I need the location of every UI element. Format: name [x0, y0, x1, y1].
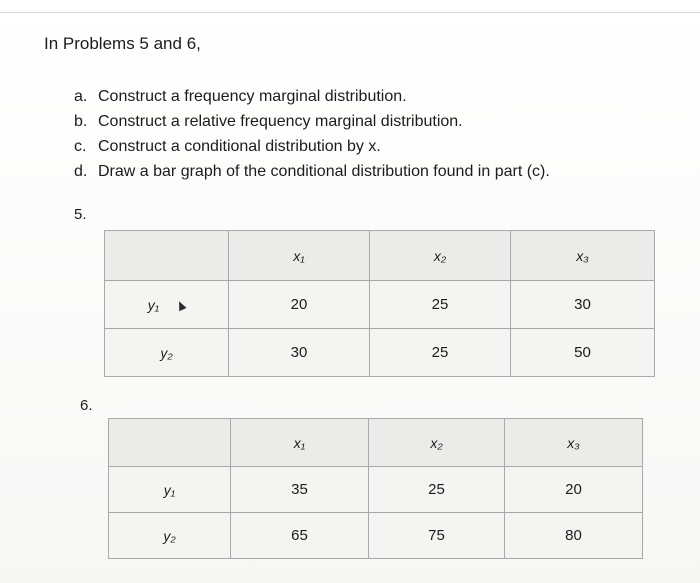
mouse-cursor-icon — [176, 300, 187, 312]
instruction-item — [74, 84, 550, 109]
row-header: y₂ — [105, 329, 229, 377]
instruction-item — [74, 134, 550, 159]
problem-5-table — [104, 230, 655, 377]
table-cell: 20 — [229, 281, 370, 329]
instruction-list — [74, 84, 550, 184]
instruction-label: a. — [74, 88, 88, 105]
instruction-item — [74, 159, 550, 184]
table-row — [109, 513, 643, 559]
instruction-text: Construct a relative frequency marginal distribution. — [98, 113, 463, 130]
column-header: x₁ — [229, 231, 370, 281]
table-cell: 30 — [229, 329, 370, 377]
table-header-row — [105, 231, 655, 281]
row-header: y₁ — [109, 467, 231, 513]
column-header: x₂ — [369, 419, 505, 467]
instruction-label: c. — [74, 138, 87, 155]
table-header-row — [109, 419, 643, 467]
row-label: y₁ — [147, 296, 160, 313]
table-cell: 80 — [505, 513, 643, 559]
instruction-text: Draw a bar graph of the conditional distribution found in part (c). — [98, 163, 550, 180]
column-header: x₁ — [231, 419, 369, 467]
column-header: x₂ — [370, 231, 511, 281]
instruction-item — [74, 109, 550, 134]
table-cell: 35 — [231, 467, 369, 513]
top-divider — [0, 12, 700, 13]
row-header: y₂ — [109, 513, 231, 559]
table-cell: 25 — [369, 467, 505, 513]
table-cell: 25 — [370, 281, 511, 329]
table-cell: 25 — [370, 329, 511, 377]
instruction-label: b. — [74, 113, 88, 130]
table-row — [105, 329, 655, 377]
table-cell: 65 — [231, 513, 369, 559]
column-header: x₃ — [511, 231, 655, 281]
table-cell: 20 — [505, 467, 643, 513]
instructions-heading: In Problems 5 and 6, — [44, 34, 201, 53]
table-cell: 75 — [369, 513, 505, 559]
problem-6-table — [108, 418, 643, 559]
table-row — [109, 467, 643, 513]
column-header: x₃ — [505, 419, 643, 467]
table-cell: 50 — [511, 329, 655, 377]
row-header — [105, 281, 229, 329]
problem-number: 6. — [80, 397, 93, 414]
instruction-label: d. — [74, 163, 88, 180]
corner-cell — [109, 419, 231, 467]
table-cell: 30 — [511, 281, 655, 329]
table-row — [105, 281, 655, 329]
corner-cell — [105, 231, 229, 281]
problem-number: 5. — [74, 206, 87, 223]
instruction-text: Construct a conditional distribution by x. — [98, 138, 381, 155]
instruction-text: Construct a frequency marginal distribution. — [98, 88, 407, 105]
